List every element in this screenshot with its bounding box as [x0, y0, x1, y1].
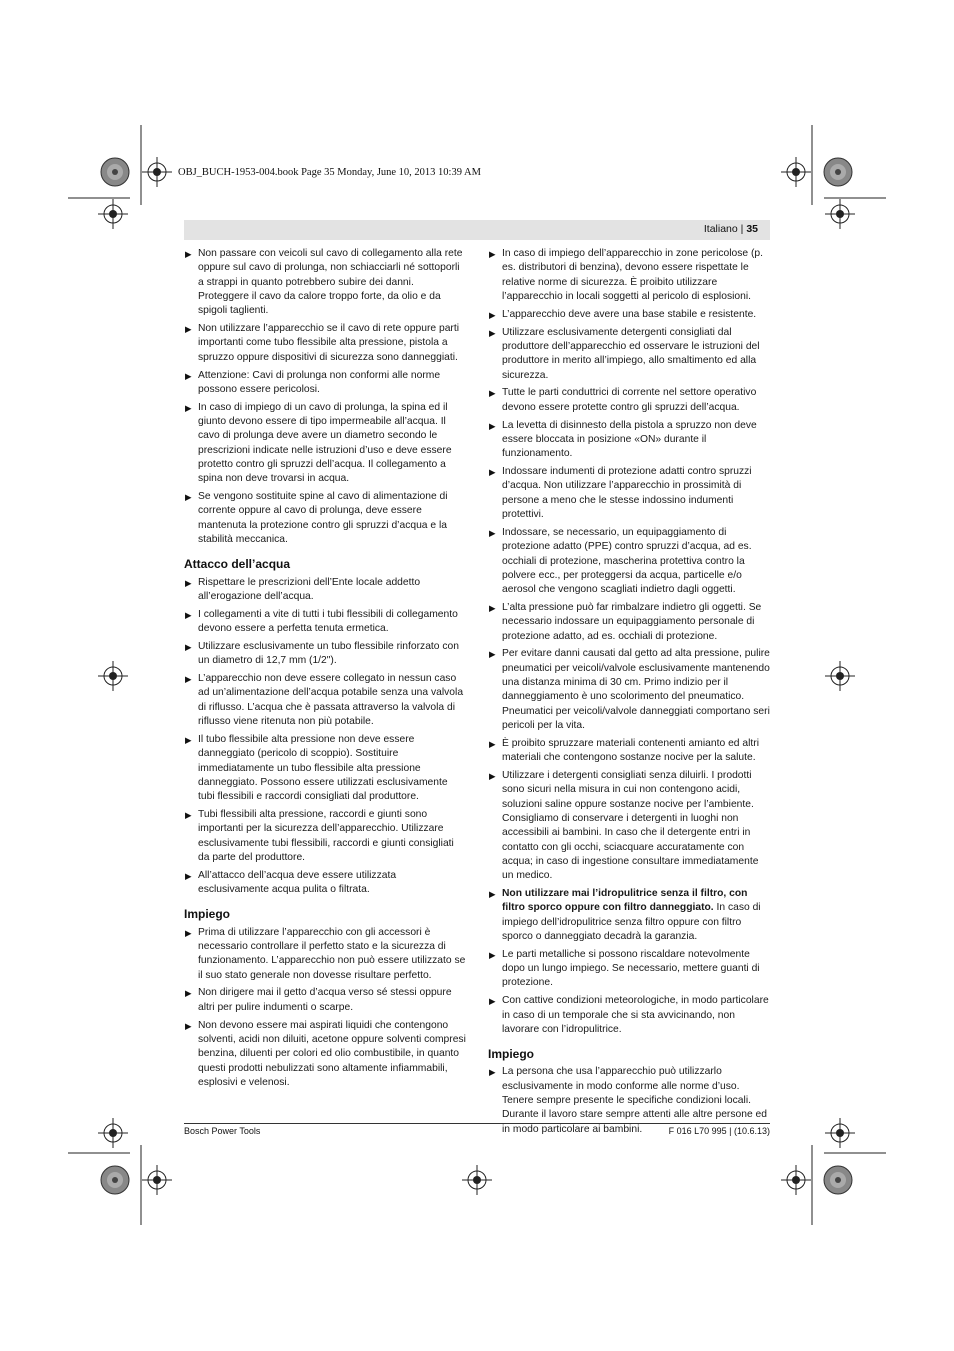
list-item	[184, 369, 466, 398]
list-item-text: Il tubo flessibile alta pressione non deve essere danneggiato (pericolo di scoppio). Sostituire immediatamente un tubo flessibile alta pressione danneggiato. Possono essere utilizzati esclusivamente tubi flessibili e raccordi consigliati dal produttore.	[198, 733, 448, 803]
list-item-text: All’attacco dell’acqua deve essere utilizzata esclusivamente acqua pulita o filtrata.	[198, 869, 397, 896]
list-item	[488, 465, 770, 522]
bullet-icon: ▶	[489, 327, 496, 338]
list-item-filter	[488, 887, 770, 944]
heading-use-left: Impiego	[184, 907, 231, 922]
bullet-icon: ▶	[489, 996, 496, 1007]
list-item-text: In caso di impiego di un cavo di prolunga, la spina ed il giunto devono essere di tipo impermeabile all’acqua. Il cavo di prolunga deve avere un diametro secondo le prescrizioni indicate nelle istruzioni d’uso e deve essere protetto contro gli spruzzi dell’acqua. Il collegamento a spina non deve trovarsi in acqua.	[198, 401, 452, 485]
list-item	[184, 322, 466, 365]
list-item-text: I collegamenti a vite di tutti i tubi flessibili di collegamento devono essere a perfetta tenuta ermetica.	[198, 608, 458, 635]
header-separator: |	[740, 223, 744, 235]
list-item-text: Rispettare le prescrizioni dell’Ente locale addetto all’erogazione dell’acqua.	[198, 576, 421, 602]
list-item	[184, 926, 466, 983]
list-item	[488, 769, 770, 883]
list-item	[184, 1019, 466, 1090]
list-item-text: In caso di impiego dell’apparecchio in zone pericolose (p. es. distributori di benzina), devono essere rispettate le relative norme di sicurezza. È proibito utilizzare l’apparecchio in locali soggetti al pericolo di esplosioni.	[502, 248, 764, 302]
footer-brand: Bosch Power Tools	[184, 1126, 261, 1136]
list-item-text: Tubi flessibili alta pressione, raccordi e giunti sono importanti per la sicurezza dell’apparecchio. Utilizzare esclusivamente tubi flessibili, raccordi e giunti consigliati da parte del produttore.	[198, 809, 454, 863]
list-item-text: La levetta di disinnesto della pistola a spruzzo non deve essere bloccata in posizione «ON» durante il funzionamento.	[502, 419, 757, 460]
bullet-icon: ▶	[489, 889, 496, 899]
bullet-icon: ▶	[185, 870, 192, 881]
bullet-icon: ▶	[185, 641, 192, 652]
list-item-text: L’apparecchio deve avere una base stabile e resistente.	[502, 308, 757, 320]
list-item	[184, 869, 466, 898]
list-item-text: Utilizzare i detergenti consigliati senza diluirli. I prodotti sono sicuri nella misura in cui non contengono acidi, soluzioni saline oppure sostanze nocive per l’ambiente. Consigliamo di conservare i detergenti in luoghi non accessibili ai bambini. In caso che il detergente entri in contatto con gli occhi, sciacquare accuratamente con acqua; in caso di ingestione consultare immediatamente un medico.	[502, 770, 759, 882]
bullet-icon: ▶	[185, 492, 192, 503]
list-item	[184, 808, 466, 865]
bullet-icon: ▶	[185, 324, 192, 335]
list-item-text: Non passare con veicoli sul cavo di collegamento alla rete oppure sul cavo di prolunga, non schiacciarli né sottoporli a strappi in quanto potrebbero subire dei danni. Proteggere il cavo da calore troppo forte, da olio e da spigoli taglienti.	[198, 248, 463, 317]
list-item	[184, 733, 466, 804]
bullet-icon: ▶	[489, 602, 496, 613]
list-item	[184, 490, 466, 547]
list-item-text: Non dirigere mai il getto d’acqua verso sé stessi oppure altri per pulire indumenti o scarpe.	[198, 987, 452, 1013]
list-item	[184, 672, 466, 729]
list-item	[184, 401, 466, 487]
filter-warning-text: In caso di impiego dell’idropulitrice senza filtro oppure con filtro sporco o danneggiato decadrà la garanzia.	[502, 902, 761, 942]
list-item	[488, 308, 770, 322]
bullet-icon: ▶	[489, 1067, 496, 1078]
bullet-icon: ▶	[489, 309, 496, 320]
list-item-text: Con cattive condizioni meteorologiche, in modo particolare in caso di un temporale che si sta avvicinando, non lavorare con l’idropulitrice.	[502, 995, 769, 1035]
list-item	[184, 247, 466, 318]
list-item	[184, 576, 466, 605]
list-item	[488, 419, 770, 462]
list-item-text: È proibito spruzzare materiali contenenti amianto ed altri materiali che contengono sostanze nocive per la salute.	[502, 737, 759, 764]
list-item-text: Le parti metalliche si possono riscaldare notevolmente dopo un lungo impiego. Se necessario, mettere guanti di protezione.	[502, 948, 760, 989]
list-after-right	[488, 948, 770, 1037]
list-water	[184, 576, 466, 898]
bullet-icon: ▶	[185, 577, 192, 588]
bullet-icon: ▶	[489, 467, 496, 478]
footer-doc-number: F 016 L70 995 | (10.6.13)	[668, 1126, 770, 1136]
bullet-icon: ▶	[489, 949, 496, 960]
heading-use-right: Impiego	[488, 1047, 535, 1062]
list-item-text: Utilizzare esclusivamente un tubo flessibile rinforzato con un diametro di 12,7 mm (1/2").	[198, 640, 459, 667]
bullet-icon: ▶	[489, 420, 496, 431]
footer-rule	[184, 1123, 770, 1124]
bullet-icon: ▶	[489, 249, 496, 259]
list-use-left	[184, 926, 466, 1090]
list-item	[488, 386, 770, 415]
bullet-icon: ▶	[489, 649, 496, 660]
bullet-icon: ▶	[185, 1020, 192, 1031]
right-column	[488, 247, 770, 1141]
list-item	[184, 608, 466, 637]
page-number: 35	[746, 223, 758, 235]
list-item-text: Per evitare danni causati dal getto ad alta pressione, pulire pneumatici per veicoli/valvole esclusivamente mantenendo una distanza minima di 30 cm. Primo indizio per il danneggiamento è uno scolorimento del pneumatico. Pneumatici per veicoli/valvole danneggiati comportano seri pericoli per la vita.	[502, 648, 770, 731]
list-item	[488, 601, 770, 644]
bullet-icon: ▶	[185, 609, 192, 620]
bullet-icon: ▶	[489, 738, 496, 749]
bullet-icon: ▶	[185, 370, 192, 381]
list-item	[488, 647, 770, 733]
section-name: Italiano	[703, 223, 738, 235]
bullet-icon: ▶	[185, 810, 192, 821]
list-top-right	[488, 247, 770, 883]
heading-water-connection: Attacco dell’acqua	[184, 557, 291, 572]
list-item-text: Non devono essere mai aspirati liquidi che contengono solventi, acidi non diluiti, acetone oppure solventi compresi benzina, diluenti per colori ed olio combustibile, in quanto questi prodotti nebulizzati sono altamente infiammabili, esplosivi e velenosi.	[198, 1019, 466, 1088]
list-item-text: Tutte le parti conduttrici di corrente nel settore operativo devono essere protette contro gli spruzzi dell’acqua.	[502, 387, 757, 413]
bullet-icon: ▶	[489, 771, 496, 782]
list-item-text: Attenzione: Cavi di prolunga non conformi alle norme possono essere pericolosi.	[198, 369, 441, 395]
bullet-icon: ▶	[185, 927, 192, 938]
list-item	[184, 986, 466, 1015]
list-item-text: L’apparecchio non deve essere collegato in nessun caso ad un’alimentazione dell’acqua potabile senza una valvola di riflusso. L’acqua che è passata attraverso la valvola di riflusso viene ritenuta non più potabile.	[198, 673, 464, 728]
list-item	[184, 640, 466, 669]
list-item	[488, 994, 770, 1037]
list-item-text: L’alta pressione può far rimbalzare indietro gli oggetti. Se necessario indossare un equipaggiamento personale di protezione adatto, ad es. occhiali di protezione.	[502, 601, 762, 642]
filter-warning-bold: Non utilizzare mai l’idropulitrice senza il filtro, con filtro sporco oppure con filtro danneggiato.	[502, 888, 748, 914]
list-item-text: La persona che usa l’apparecchio può utilizzarlo esclusivamente in modo conforme alle norme d’uso. Tenere sempre presente le specifiche condizioni locali. Durante il lavoro stare sempre attenti alle altre persone ed in modo particolare ai bambini.	[502, 1066, 767, 1135]
list-item-text: Prima di utilizzare l’apparecchio con gli accessori è necessario controllare il perfetto stato e la sicurezza di funzionamento. L’apparecchio non può essere utilizzato se il suo stato generale non dovesse risultare perfetto.	[198, 926, 466, 981]
bullet-icon: ▶	[185, 402, 192, 413]
list-item-text: Se vengono sostituite spine al cavo di alimentazione di corrente oppure al cavo di prolunga, deve essere mantenuta la protezione contro gli spruzzi d’acqua e la stabilità meccanica.	[198, 491, 448, 546]
bullet-icon: ▶	[185, 988, 192, 999]
list-item-text: Indossare indumenti di protezione adatti contro spruzzi d’acqua. Non utilizzare l’apparecchio in prossimità di persone a meno che le stesse indossino indumenti protettivi.	[502, 466, 752, 521]
list-item	[488, 247, 770, 304]
list-top	[184, 247, 466, 547]
bullet-icon: ▶	[185, 674, 192, 685]
bullet-icon: ▶	[185, 734, 192, 745]
bullet-icon: ▶	[489, 527, 496, 538]
list-item	[488, 948, 770, 991]
list-item-text: Utilizzare esclusivamente detergenti consigliati dal produttore dell’apparecchio ed osservare le istruzioni del produttore in merito all’impiego, allo smaltimento ed alla sicurezza.	[502, 326, 760, 381]
list-item-text: Indossare, se necessario, un equipaggiamento di protezione adatto (PPE) contro spruzzi d’acqua, ad es. occhiali di protezione, mascherina protettiva contro la polvere ecc., per proteggersi da acqua, particelle e/o aerosol che vengono scagliati indietro dagli oggetti.	[502, 526, 752, 596]
left-column	[184, 247, 466, 1094]
page-header	[184, 220, 770, 240]
list-item-text: Non utilizzare l’apparecchio se il cavo di rete oppure parti importanti come tubo flessibile alta pressione, pistola a spruzzo oppure dispositivi di sicurezza sono danneggiati.	[198, 323, 459, 363]
list-item	[488, 326, 770, 383]
print-slug: OBJ_BUCH-1953-004.book Page 35 Monday, June 10, 2013 10:39 AM	[178, 167, 481, 178]
list-item	[488, 526, 770, 597]
list-item	[488, 737, 770, 766]
header-text	[704, 223, 758, 235]
bullet-icon: ▶	[185, 249, 192, 259]
bullet-icon: ▶	[489, 388, 496, 399]
